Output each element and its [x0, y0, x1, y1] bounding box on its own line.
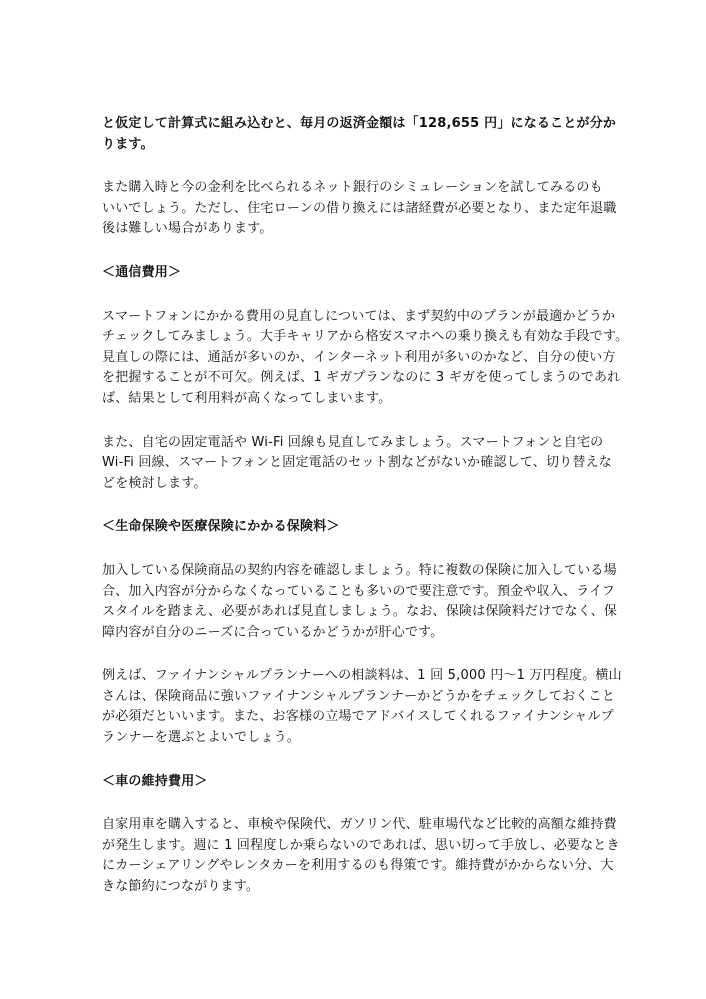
paragraph-financial-planner [102, 666, 622, 748]
paragraph-car-maintenance [102, 815, 620, 897]
text-line: スマートフォンにかかる費用の見直しについては、まず契約中のプランが最適かどうか [102, 308, 616, 324]
text-line: さんは、保険商品に強いファイナンシャルプランナーかどうかをチェックしておくこと [102, 688, 615, 704]
text-line: 例えば、ファイナンシャルプランナーへの相談料は、1 回 5,000 円〜1 万円程度。横山 [102, 668, 622, 684]
text-line: を把握することが不可欠。例えば、1 ギガプランなのに 3 ギガを使ってしまうのであれ [102, 370, 621, 386]
text-line: 自家用車を購入すると、車検や保険代、ガソリン代、駐車場代など比較的高額な維持費 [102, 817, 617, 833]
document-body [102, 114, 629, 898]
paragraph-net-bank-simulation [102, 178, 617, 240]
text-line: が必須だといいます。また、お客様の立場でアドバイスしてくれるファイナンシャルプ [102, 709, 614, 725]
paragraph-insurance-review [102, 561, 618, 643]
text-line: 後は難しい場合があります。 [102, 221, 273, 237]
text-line: 障内容が自分のニーズに合っているかどうかが肝心です。 [102, 624, 444, 640]
text-line: また購入時と今の金利を比べられるネット銀行のシミュレーションを試してみるのも [102, 180, 603, 196]
text-line: ります。 [102, 136, 154, 152]
text-line: にカーシェアリングやレンタカーを利用するのも得策です。維持費がかからない分、大 [102, 858, 614, 874]
text-line: どを検討します。 [102, 475, 207, 491]
text-line: ランナーを選ぶとよいでしょう。 [102, 730, 301, 746]
text-line: 合、加入内容が分からなくなっていることも多いので要注意です。預金や収入、ライフ [102, 583, 615, 599]
text-line: が発生します。週に 1 回程度しか乗らないのであれば、思い切って手放し、必要なとき [102, 837, 620, 853]
text-line: 加入している保険商品の契約内容を確認しましょう。特に複数の保険に加入している場 [102, 562, 617, 578]
text-line: きな節約につながります。 [102, 879, 260, 895]
text-line: と仮定して計算式に組み込むと、毎月の返済金額は「128,655 円」になることが分か [102, 116, 617, 131]
section-heading-car: ＜車の維持費用＞ [102, 773, 208, 789]
text-line: スタイルを踏まえ、必要があれば見直しましょう。なお、保険は保険料だけでなく、保 [102, 604, 618, 620]
text-line: また、自宅の固定電話や Wi-Fi 回線も見直してみましょう。スマートフォンと自宅の [102, 434, 604, 450]
paragraph-landline-wifi [102, 433, 612, 495]
section-heading-insurance: ＜生命保険や医療保険にかかる保険料＞ [102, 519, 340, 535]
paragraph-repayment-result [102, 114, 617, 155]
text-line: 見直しの際には、通話が多いのか、インターネット利用が多いのかなど、自分の使い方 [102, 349, 616, 365]
text-line: チェックしてみましょう。大手キャリアから格安スマホへの乗り換えも有効な手段です。 [102, 329, 629, 345]
paragraph-smartphone-review [102, 307, 629, 410]
text-line: Wi-Fi 回線、スマートフォンと固定電話のセット割などがないか確認して、切り替えな [102, 455, 612, 471]
section-heading-communication: ＜通信費用＞ [102, 264, 182, 280]
text-line: ば、結果として利用料が高くなってしまいます。 [102, 390, 392, 406]
text-line: いいでしょう。ただし、住宅ローンの借り換えには諸経費が必要となり、また定年退職 [102, 200, 617, 216]
